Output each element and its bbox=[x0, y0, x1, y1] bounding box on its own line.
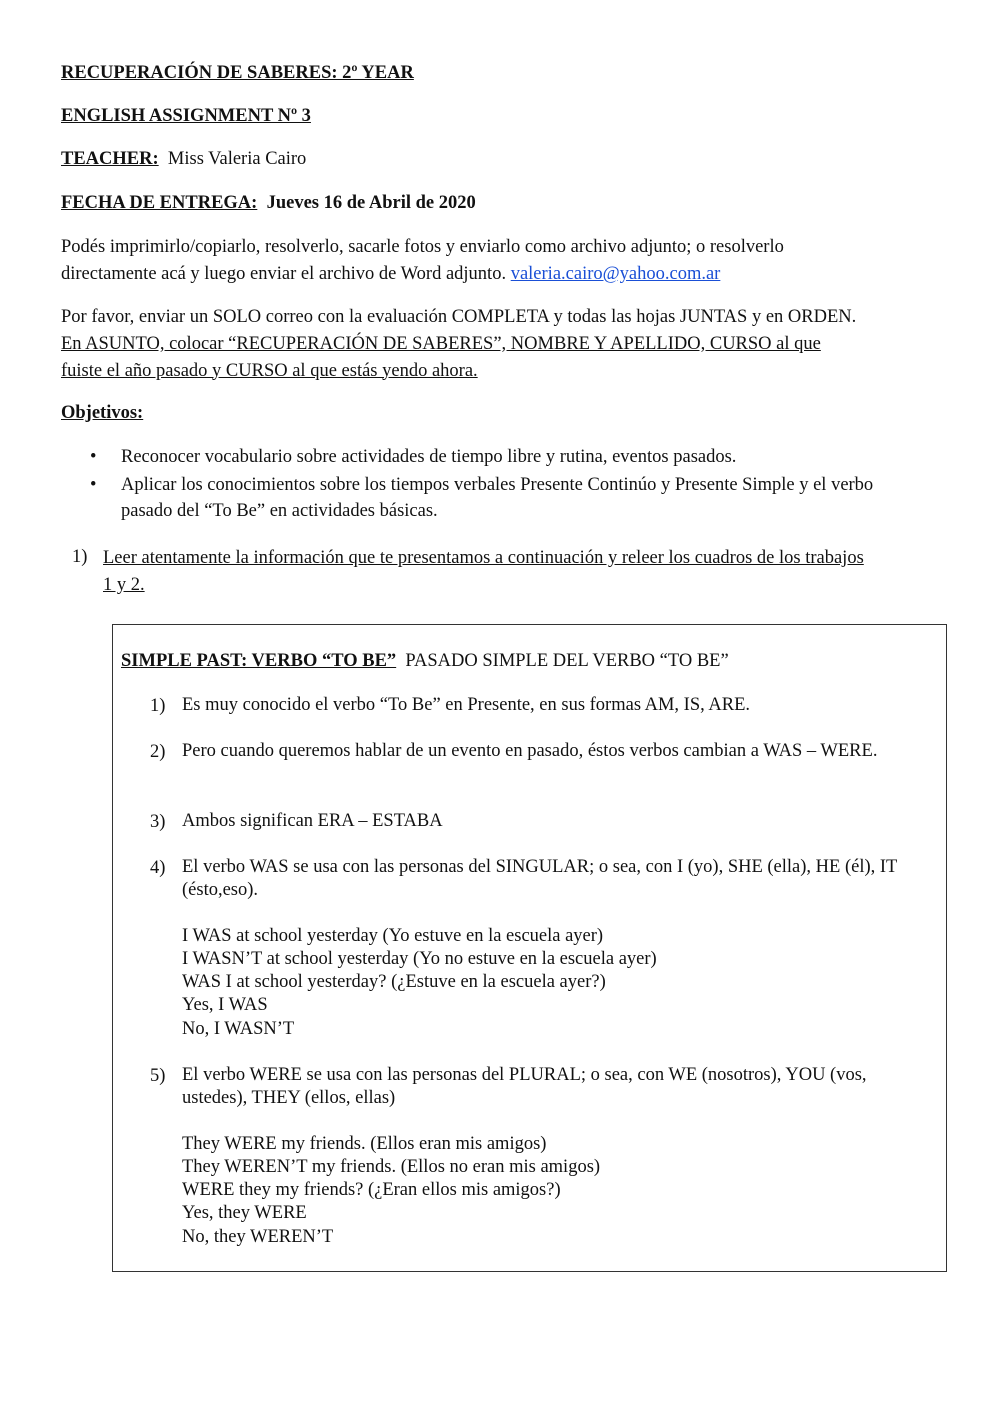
teacher-line bbox=[61, 147, 306, 171]
heading-assignment: ENGLISH ASSIGNMENT Nº 3 bbox=[61, 106, 311, 126]
item-text: El verbo WERE se usa con las personas del PLURAL; o sea, con WE (nosotros), YOU (vos, ustedes), THEY (ellos, ellas) bbox=[182, 1065, 867, 1109]
bullet-icon: • bbox=[90, 474, 97, 495]
bullet-icon: • bbox=[90, 447, 97, 467]
box-title-rest: PASADO SIMPLE DEL VERBO “TO BE” bbox=[405, 651, 729, 671]
box-item-4 bbox=[150, 856, 920, 902]
due-date-line bbox=[61, 191, 476, 215]
instruction-text bbox=[103, 545, 953, 599]
example-line: I WAS at school yesterday (Yo estuve en la escuela ayer) bbox=[182, 926, 604, 946]
instructions-line-2: En ASUNTO, colocar “RECUPERACIÓN DE SABERES”, NOMBRE Y APELLIDO, CURSO al que bbox=[61, 333, 821, 354]
intro-line-2 bbox=[61, 261, 961, 288]
item-number: 4) bbox=[150, 858, 166, 878]
objective-text: Reconocer vocabulario sobre actividades de tiempo libre y rutina, eventos pasados. bbox=[121, 447, 737, 467]
teacher-label: TEACHER: bbox=[61, 149, 159, 169]
box-item-2 bbox=[150, 740, 920, 763]
item-number: 1) bbox=[150, 696, 166, 716]
example-line: WERE they my friends? (¿Eran ellos mis amigos?) bbox=[182, 1180, 561, 1201]
example-line: No, I WASN’T bbox=[182, 1018, 295, 1039]
intro-line-1: Podés imprimirlo/copiarlo, resolverlo, sacarle fotos y enviarlo como archivo adjunto; o resolverlo bbox=[61, 237, 784, 257]
item-text: Es muy conocido el verbo “To Be” en Presente, en sus formas AM, IS, ARE. bbox=[182, 695, 750, 715]
objectives-title: Objetivos: bbox=[61, 403, 144, 423]
item-number: 3) bbox=[150, 812, 166, 832]
example-line: WAS I at school yesterday? (¿Estuve en la escuela ayer?) bbox=[182, 972, 606, 993]
instructions-line-3: fuiste el año pasado y CURSO al que estás yendo ahora. bbox=[61, 360, 478, 381]
example-line: I WASN’T at school yesterday (Yo no estuve en la escuela ayer) bbox=[182, 949, 657, 970]
due-date-label: FECHA DE ENTREGA: bbox=[61, 193, 258, 213]
teacher-name: Miss Valeria Cairo bbox=[167, 149, 307, 169]
objectives-list bbox=[86, 445, 916, 527]
instruction-line-2: 1 y 2. bbox=[103, 574, 145, 595]
item-number: 2) bbox=[150, 742, 166, 762]
box-item-1 bbox=[150, 694, 920, 717]
instructions-line-1: Por favor, enviar un SOLO correo con la evaluación COMPLETA y todas las hojas JUNTAS y en ORDEN. bbox=[61, 307, 857, 327]
list-item bbox=[86, 445, 916, 471]
example-line: They WERE my friends. (Ellos eran mis amigos) bbox=[182, 1134, 547, 1154]
teacher-email-link[interactable]: valeria.cairo@yahoo.com.ar bbox=[510, 263, 721, 284]
example-line: They WEREN’T my friends. (Ellos no eran mis amigos) bbox=[182, 1157, 601, 1178]
list-item bbox=[86, 473, 916, 525]
item-text: Pero cuando queremos hablar de un evento en pasado, éstos verbos cambian a WAS – WERE. bbox=[182, 741, 878, 761]
box-title-bold: SIMPLE PAST: VERBO “TO BE” bbox=[121, 651, 397, 671]
was-examples bbox=[182, 925, 882, 1041]
box-title bbox=[121, 649, 729, 673]
instructions-paragraph bbox=[61, 304, 961, 384]
item-text: El verbo WAS se usa con las personas del SINGULAR; o sea, con I (yo), SHE (ella), HE (él), IT (ésto,eso). bbox=[182, 857, 897, 901]
were-examples bbox=[182, 1133, 882, 1249]
example-line: Yes, they WERE bbox=[182, 1203, 307, 1224]
box-item-3 bbox=[150, 810, 920, 833]
intro-line-2-text: directamente acá y luego enviar el archivo de Word adjunto. bbox=[61, 263, 507, 284]
example-line: Yes, I WAS bbox=[182, 995, 268, 1016]
instruction-number: 1) bbox=[72, 547, 88, 567]
item-text: Ambos significan ERA – ESTABA bbox=[182, 811, 443, 831]
objective-text: Aplicar los conocimientos sobre los tiempos verbales Presente Continúo y Presente Simple y el verbo pasado del “To Be” en actividades básicas. bbox=[121, 474, 874, 521]
box-item-5 bbox=[150, 1064, 920, 1110]
heading-recuperacion: RECUPERACIÓN DE SABERES: 2º YEAR bbox=[61, 63, 414, 83]
due-date-value: Jueves 16 de Abril de 2020 bbox=[266, 193, 476, 213]
instruction-line-1: Leer atentamente la información que te presentamos a continuación y releer los cuadros de los trabajos bbox=[103, 548, 864, 568]
item-number: 5) bbox=[150, 1066, 166, 1086]
intro-paragraph bbox=[61, 234, 961, 288]
example-line: No, they WEREN’T bbox=[182, 1226, 334, 1247]
